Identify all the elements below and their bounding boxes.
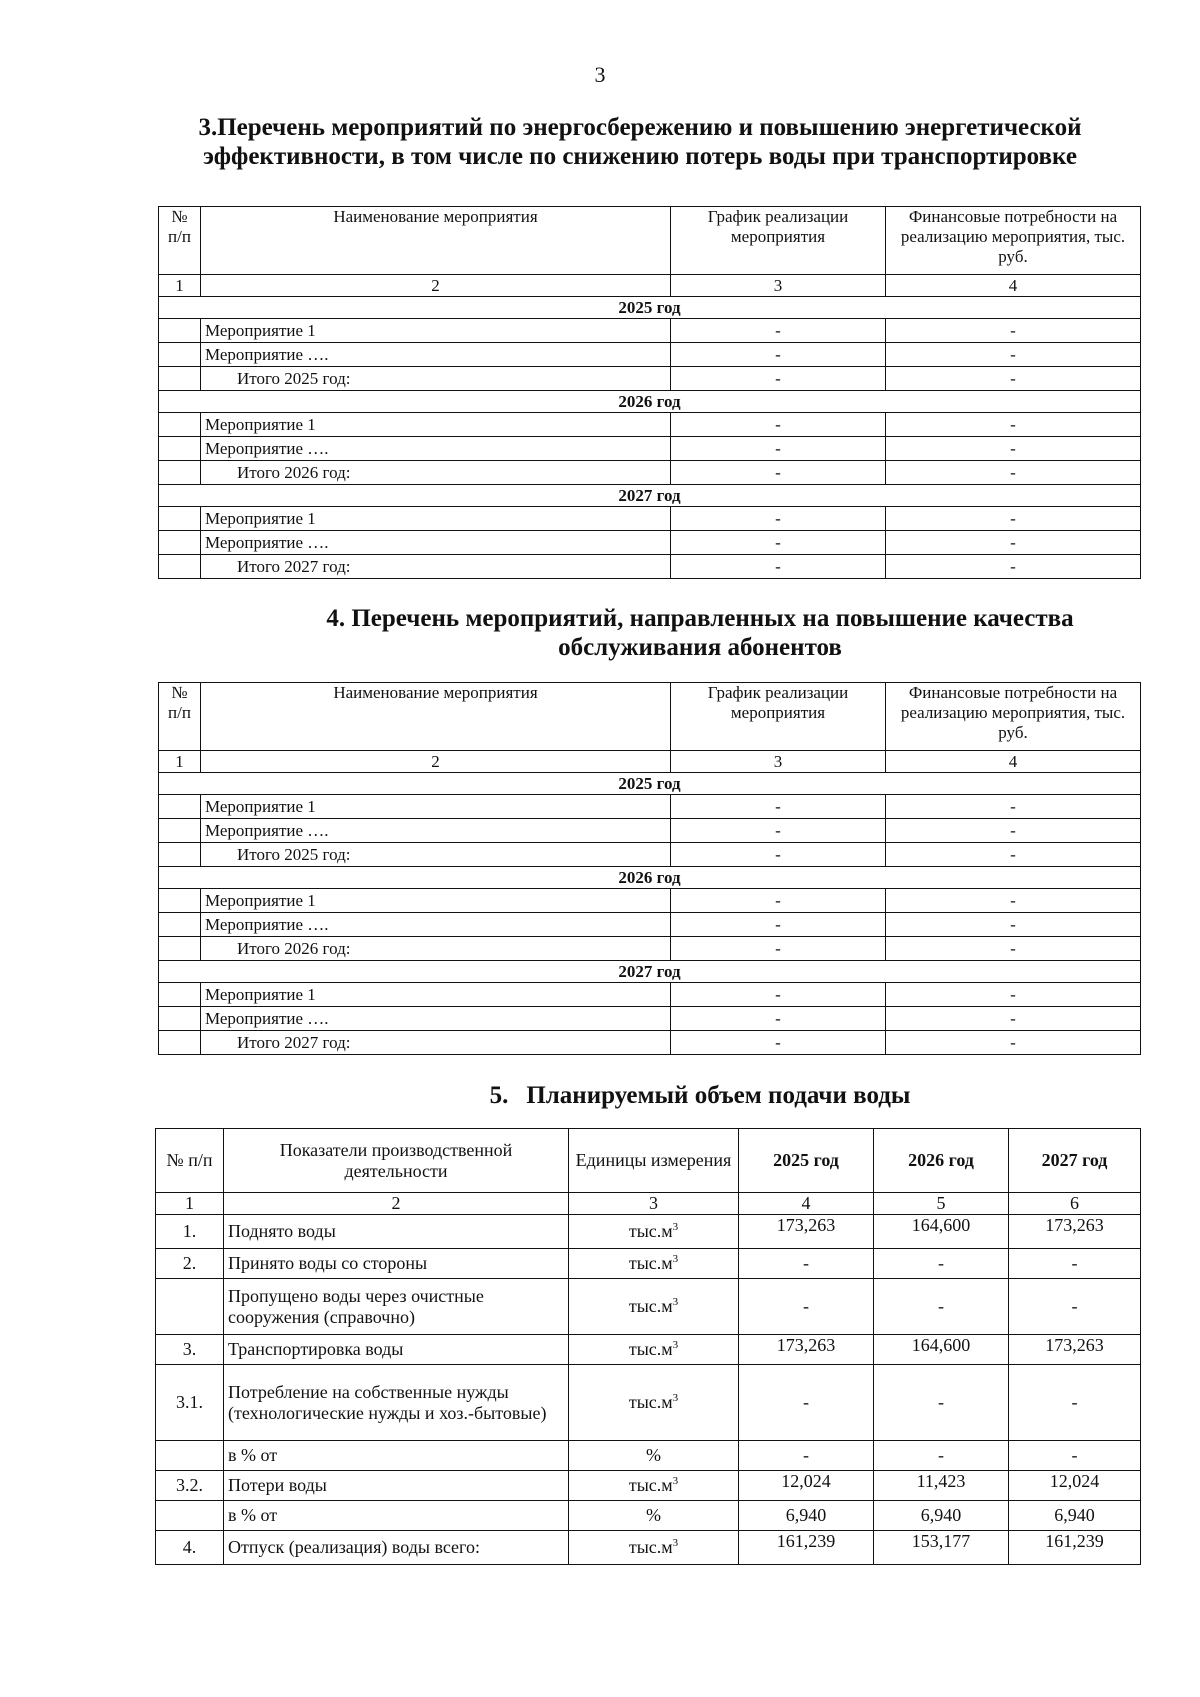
year-label: 2025 год — [159, 297, 1141, 319]
value-2026: - — [874, 1365, 1009, 1441]
value-2027: - — [1009, 1441, 1141, 1471]
unit-exponent: 3 — [672, 1475, 679, 1487]
measure-name: Мероприятие …. — [201, 531, 671, 555]
indicator-name: в % от — [224, 1441, 569, 1471]
measure-name: Мероприятие …. — [201, 913, 671, 937]
header-unit: Единицы измерения — [569, 1129, 739, 1193]
value-2026: 6,940 — [874, 1501, 1009, 1531]
measure-name: Мероприятие …. — [201, 437, 671, 461]
unit-cell — [569, 1279, 739, 1335]
unit-cell — [569, 1215, 739, 1249]
unit-cell — [569, 1365, 739, 1441]
indicator-name: Потребление на собственные нужды (технологические нужды и хоз.-бытовые) — [224, 1365, 569, 1441]
finance-cell: - — [886, 1031, 1141, 1055]
header-finance: Финансовые потребности на реализацию мероприятия, тыс. руб. — [886, 683, 1141, 751]
table-row — [159, 437, 1141, 461]
header-indicator: Показатели производственной деятельности — [224, 1129, 569, 1193]
unit-text: тыс.м — [628, 1296, 673, 1316]
indicator-name: Принято воды со стороны — [224, 1249, 569, 1279]
col-number: 6 — [1009, 1193, 1141, 1215]
table-row — [159, 319, 1141, 343]
row-number: 3.1. — [156, 1365, 224, 1441]
finance-cell: - — [886, 983, 1141, 1007]
col-number: 3 — [569, 1193, 739, 1215]
total-label: Итого 2025 год: — [201, 843, 671, 867]
finance-cell: - — [886, 555, 1141, 579]
value-2026: 153,177 — [874, 1531, 1009, 1565]
col-number: 1 — [159, 275, 201, 297]
indicator-name: Отпуск (реализация) воды всего: — [224, 1531, 569, 1565]
total-row — [159, 367, 1141, 391]
indicator-name: Пропущено воды через очистные сооружения (справочно) — [224, 1279, 569, 1335]
value-2026: 11,423 — [874, 1471, 1009, 1501]
unit-cell — [569, 1335, 739, 1365]
finance-cell: - — [886, 531, 1141, 555]
service-quality-measures-table — [158, 682, 1141, 1055]
header-name: Наименование мероприятия — [201, 683, 671, 751]
unit-exponent: 3 — [672, 1221, 679, 1233]
table-row — [156, 1501, 1141, 1531]
table-row — [159, 507, 1141, 531]
unit-exponent: 3 — [672, 1392, 679, 1404]
year-row — [159, 297, 1141, 319]
col-number: 4 — [886, 275, 1141, 297]
total-label: Итого 2026 год: — [201, 937, 671, 961]
finance-cell: - — [886, 343, 1141, 367]
unit-exponent: 3 — [672, 1296, 679, 1308]
header-num: № п/п — [156, 1129, 224, 1193]
col-number: 2 — [224, 1193, 569, 1215]
finance-cell: - — [886, 413, 1141, 437]
section-3-title: 3.Перечень мероприятий по энергосбережению и повышению энергетической эффективности, в том числе по снижению потерь воды при транспортировке — [198, 114, 1082, 170]
header-schedule: График реализации мероприятия — [671, 207, 886, 275]
table-row — [159, 795, 1141, 819]
finance-cell: - — [886, 367, 1141, 391]
schedule-cell: - — [671, 461, 886, 485]
value-2025: 173,263 — [739, 1335, 874, 1365]
finance-cell: - — [886, 795, 1141, 819]
col-number: 3 — [671, 751, 886, 773]
header-num: № п/п — [159, 207, 201, 275]
schedule-cell: - — [671, 555, 886, 579]
unit-cell — [569, 1471, 739, 1501]
table-row — [156, 1365, 1141, 1441]
year-label: 2025 год — [159, 773, 1141, 795]
measure-name: Мероприятие 1 — [201, 319, 671, 343]
unit-text: тыс.м — [628, 1253, 673, 1273]
header-num: № п/п — [159, 683, 201, 751]
page-number: 3 — [594, 62, 606, 87]
table-row — [159, 983, 1141, 1007]
table-row — [159, 343, 1141, 367]
total-row — [159, 937, 1141, 961]
header-name: Наименование мероприятия — [201, 207, 671, 275]
row-number: 3.2. — [156, 1471, 224, 1501]
row-number: 3. — [156, 1335, 224, 1365]
unit-cell — [569, 1531, 739, 1565]
unit-text: тыс.м — [628, 1475, 673, 1495]
table-row — [159, 819, 1141, 843]
col-number: 3 — [671, 275, 886, 297]
measure-name: Мероприятие …. — [201, 343, 671, 367]
unit-exponent: 3 — [672, 1537, 679, 1549]
value-2027: - — [1009, 1279, 1141, 1335]
value-2025: - — [739, 1365, 874, 1441]
measure-name: Мероприятие 1 — [201, 413, 671, 437]
value-2027: 173,263 — [1009, 1335, 1141, 1365]
finance-cell: - — [886, 937, 1141, 961]
table-row — [156, 1531, 1141, 1565]
year-label: 2027 год — [159, 961, 1141, 983]
unit-text: тыс.м — [628, 1537, 673, 1557]
table-row — [159, 413, 1141, 437]
section-4-title: 4. Перечень мероприятий, направленных на повышение качества обслуживания абонентов — [326, 605, 1074, 661]
finance-cell: - — [886, 437, 1141, 461]
total-label: Итого 2027 год: — [201, 555, 671, 579]
table-row — [156, 1441, 1141, 1471]
measure-name: Мероприятие …. — [201, 1007, 671, 1031]
year-row — [159, 391, 1141, 413]
indicator-name: Поднято воды — [224, 1215, 569, 1249]
header-year-2027: 2027 год — [1009, 1129, 1141, 1193]
unit-exponent: 3 — [672, 1253, 679, 1265]
col-number: 2 — [201, 751, 671, 773]
row-number — [156, 1501, 224, 1531]
value-2026: - — [874, 1249, 1009, 1279]
table-row — [156, 1215, 1141, 1249]
row-number — [156, 1279, 224, 1335]
table-row — [159, 1007, 1141, 1031]
total-label: Итого 2026 год: — [201, 461, 671, 485]
value-2025: 173,263 — [739, 1215, 874, 1249]
year-row — [159, 485, 1141, 507]
finance-cell: - — [886, 1007, 1141, 1031]
value-2026: - — [874, 1279, 1009, 1335]
measure-name: Мероприятие 1 — [201, 795, 671, 819]
row-number — [156, 1441, 224, 1471]
table-row — [159, 913, 1141, 937]
unit-cell: % — [569, 1501, 739, 1531]
value-2027: - — [1009, 1249, 1141, 1279]
header-finance: Финансовые потребности на реализацию мероприятия, тыс. руб. — [886, 207, 1141, 275]
header-year-2026: 2026 год — [874, 1129, 1009, 1193]
value-2025: - — [739, 1441, 874, 1471]
value-2027: 6,940 — [1009, 1501, 1141, 1531]
total-row — [159, 555, 1141, 579]
schedule-cell: - — [671, 1031, 886, 1055]
table-row — [159, 889, 1141, 913]
column-number-row — [156, 1193, 1141, 1215]
table-row — [156, 1249, 1141, 1279]
header-year-2025: 2025 год — [739, 1129, 874, 1193]
col-number: 1 — [159, 751, 201, 773]
unit-text: тыс.м — [628, 1339, 673, 1359]
schedule-cell: - — [671, 531, 886, 555]
value-2026: 164,600 — [874, 1335, 1009, 1365]
schedule-cell: - — [671, 367, 886, 391]
col-number: 1 — [156, 1193, 224, 1215]
table-row — [156, 1471, 1141, 1501]
finance-cell: - — [886, 843, 1141, 867]
schedule-cell: - — [671, 343, 886, 367]
measure-name: Мероприятие 1 — [201, 507, 671, 531]
finance-cell: - — [886, 507, 1141, 531]
col-number: 4 — [886, 751, 1141, 773]
schedule-cell: - — [671, 795, 886, 819]
year-row — [159, 867, 1141, 889]
value-2025: - — [739, 1279, 874, 1335]
total-row — [159, 843, 1141, 867]
column-number-row — [159, 275, 1141, 297]
indicator-name: Транспортировка воды — [224, 1335, 569, 1365]
section-5-number: 5. — [489, 1082, 509, 1109]
row-number: 1. — [156, 1215, 224, 1249]
schedule-cell: - — [671, 437, 886, 461]
col-number: 5 — [874, 1193, 1009, 1215]
row-number: 2. — [156, 1249, 224, 1279]
value-2026: - — [874, 1441, 1009, 1471]
total-row — [159, 1031, 1141, 1055]
section-5-title — [420, 1081, 980, 1110]
value-2027: 173,263 — [1009, 1215, 1141, 1249]
header-schedule: График реализации мероприятия — [671, 683, 886, 751]
schedule-cell: - — [671, 983, 886, 1007]
value-2025: 6,940 — [739, 1501, 874, 1531]
table-row — [156, 1279, 1141, 1335]
table-header-row — [156, 1129, 1141, 1193]
total-label: Итого 2027 год: — [201, 1031, 671, 1055]
measure-name: Мероприятие …. — [201, 819, 671, 843]
schedule-cell: - — [671, 319, 886, 343]
schedule-cell: - — [671, 1007, 886, 1031]
year-label: 2026 год — [159, 391, 1141, 413]
value-2026: 164,600 — [874, 1215, 1009, 1249]
energy-saving-measures-table — [158, 206, 1141, 579]
year-label: 2026 год — [159, 867, 1141, 889]
value-2025: - — [739, 1249, 874, 1279]
water-supply-volume-table — [155, 1128, 1141, 1565]
finance-cell: - — [886, 913, 1141, 937]
finance-cell: - — [886, 889, 1141, 913]
unit-text: тыс.м — [628, 1392, 673, 1412]
measure-name: Мероприятие 1 — [201, 889, 671, 913]
indicator-name: в % от — [224, 1501, 569, 1531]
col-number: 2 — [201, 275, 671, 297]
measure-name: Мероприятие 1 — [201, 983, 671, 1007]
unit-text: тыс.м — [628, 1221, 673, 1241]
value-2025: 12,024 — [739, 1471, 874, 1501]
finance-cell: - — [886, 819, 1141, 843]
col-number: 4 — [739, 1193, 874, 1215]
finance-cell: - — [886, 319, 1141, 343]
indicator-name: Потери воды — [224, 1471, 569, 1501]
schedule-cell: - — [671, 913, 886, 937]
value-2027: - — [1009, 1365, 1141, 1441]
value-2027: 161,239 — [1009, 1531, 1141, 1565]
year-row — [159, 773, 1141, 795]
total-label: Итого 2025 год: — [201, 367, 671, 391]
unit-exponent: 3 — [672, 1339, 679, 1351]
value-2025: 161,239 — [739, 1531, 874, 1565]
schedule-cell: - — [671, 413, 886, 437]
column-number-row — [159, 751, 1141, 773]
schedule-cell: - — [671, 843, 886, 867]
total-row — [159, 461, 1141, 485]
table-header-row — [159, 207, 1141, 275]
table-row — [156, 1335, 1141, 1365]
unit-cell: % — [569, 1441, 739, 1471]
table-row — [159, 531, 1141, 555]
schedule-cell: - — [671, 937, 886, 961]
schedule-cell: - — [671, 819, 886, 843]
finance-cell: - — [886, 461, 1141, 485]
year-label: 2027 год — [159, 485, 1141, 507]
schedule-cell: - — [671, 507, 886, 531]
value-2027: 12,024 — [1009, 1471, 1141, 1501]
section-5-title-text: Планируемый объем подачи воды — [526, 1082, 911, 1109]
unit-cell — [569, 1249, 739, 1279]
schedule-cell: - — [671, 889, 886, 913]
year-row — [159, 961, 1141, 983]
row-number: 4. — [156, 1531, 224, 1565]
table-header-row — [159, 683, 1141, 751]
